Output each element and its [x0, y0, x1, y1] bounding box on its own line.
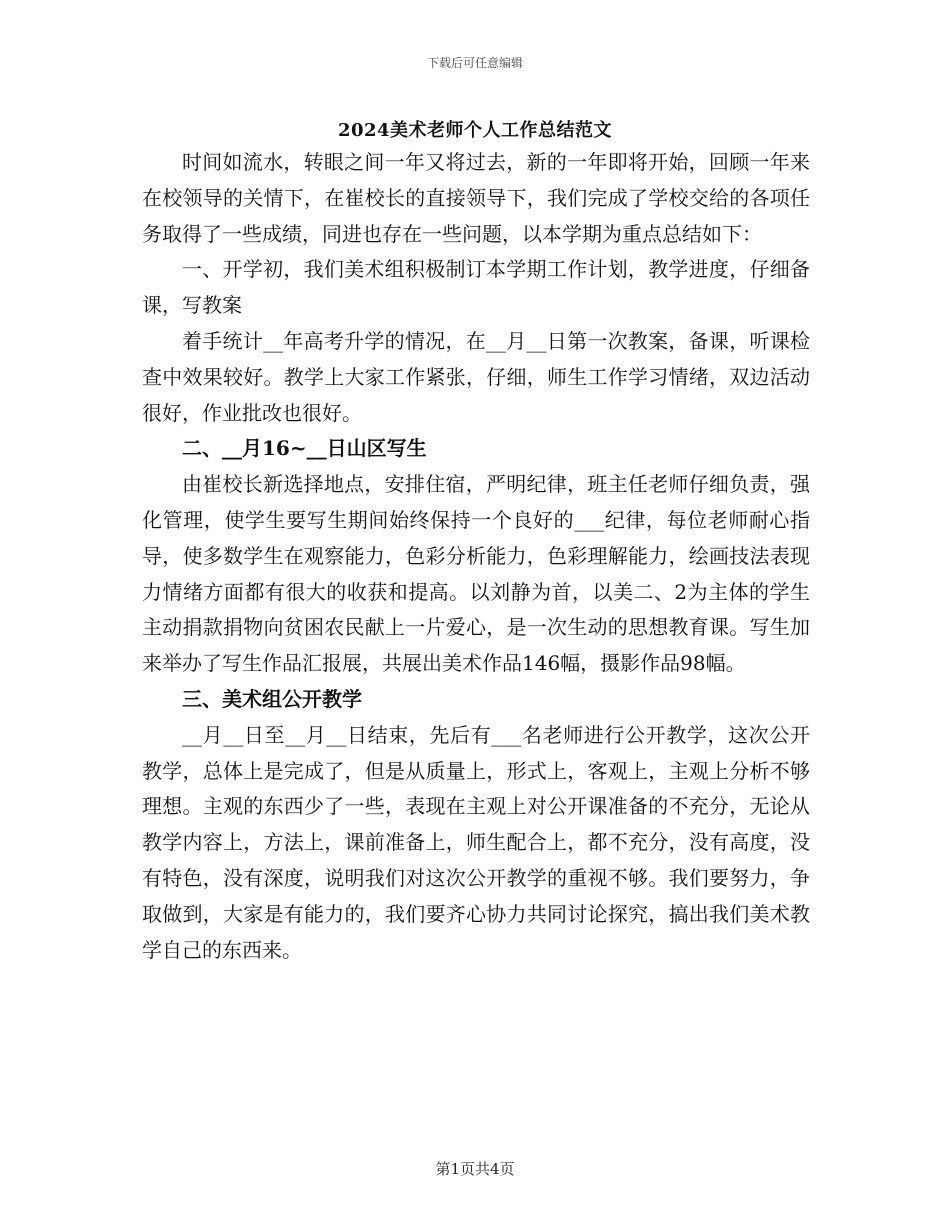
paragraph-section-1-detail: 着手统计__年高考升学的情况，在__月__日第一次教案，备课，听课检查中效果较好。教学上大家工作紧张，仔细，师生工作学习情绪，双边活动很好，作业批改也很好。	[142, 328, 810, 425]
document-body	[142, 145, 810, 968]
document-title: 2024美术老师个人工作总结范文	[337, 120, 613, 141]
section-heading-3: 三、美术组公开教学	[182, 686, 362, 711]
header-note: 下载后可任意编辑	[426, 56, 523, 70]
section-heading-2: 二、__月16~__日山区写生	[182, 436, 427, 461]
paragraph-section-3-detail: __月__日至__月__日结束，先后有___名老师进行公开教学，这次公开教学，总体上是完成了，但是从质量上，形式上，客观上，主观上分析不够理想。主观的东西少了一些，表现在主观上对公开课准备的不充分，无论从教学内容上，方法上，课前准备上，师生配合上，都不充分，没有高度，没有特色，没有深度，说明我们对这次公开教学的重视不够。我们要努力，争取做到，大家是有能力的，我们要齐心协力共同讨论探究，搞出我们美术教学自己的东西来。	[142, 722, 810, 962]
paragraph-intro: 时间如流水，转眼之间一年又将过去，新的一年即将开始，回顾一年来在校领导的关情下，在崔校长的直接领导下，我们完成了学校交给的各项任务取得了一些成绩，同进也存在一些问题，以本学期为重点总结如下：	[142, 150, 810, 246]
paragraph-section-1: 一、开学初，我们美术组积极制订本学期工作计划，教学进度，仔细备课，写教案	[142, 257, 810, 318]
paragraph-section-2-detail: 由崔校长新选择地点，安排住宿，严明纪律，班主任老师仔细负责，强化管理，使学生要写生期间始终保持一个良好的___纪律，每位老师耐心指导，使多数学生在观察能力，色彩分析能力，色彩理解能力，绘画技法表现力情绪方面都有很大的收获和提高。以刘静为首，以美二、2为主体的学生主动捐款捐物向贫困农民献上一片爱心，是一次生动的思想教育课。写生加来举办了写生作品汇报展，共展出美术作品146幅，摄影作品98幅。	[142, 472, 810, 676]
page-footer: 第1页共4页	[435, 1160, 515, 1178]
